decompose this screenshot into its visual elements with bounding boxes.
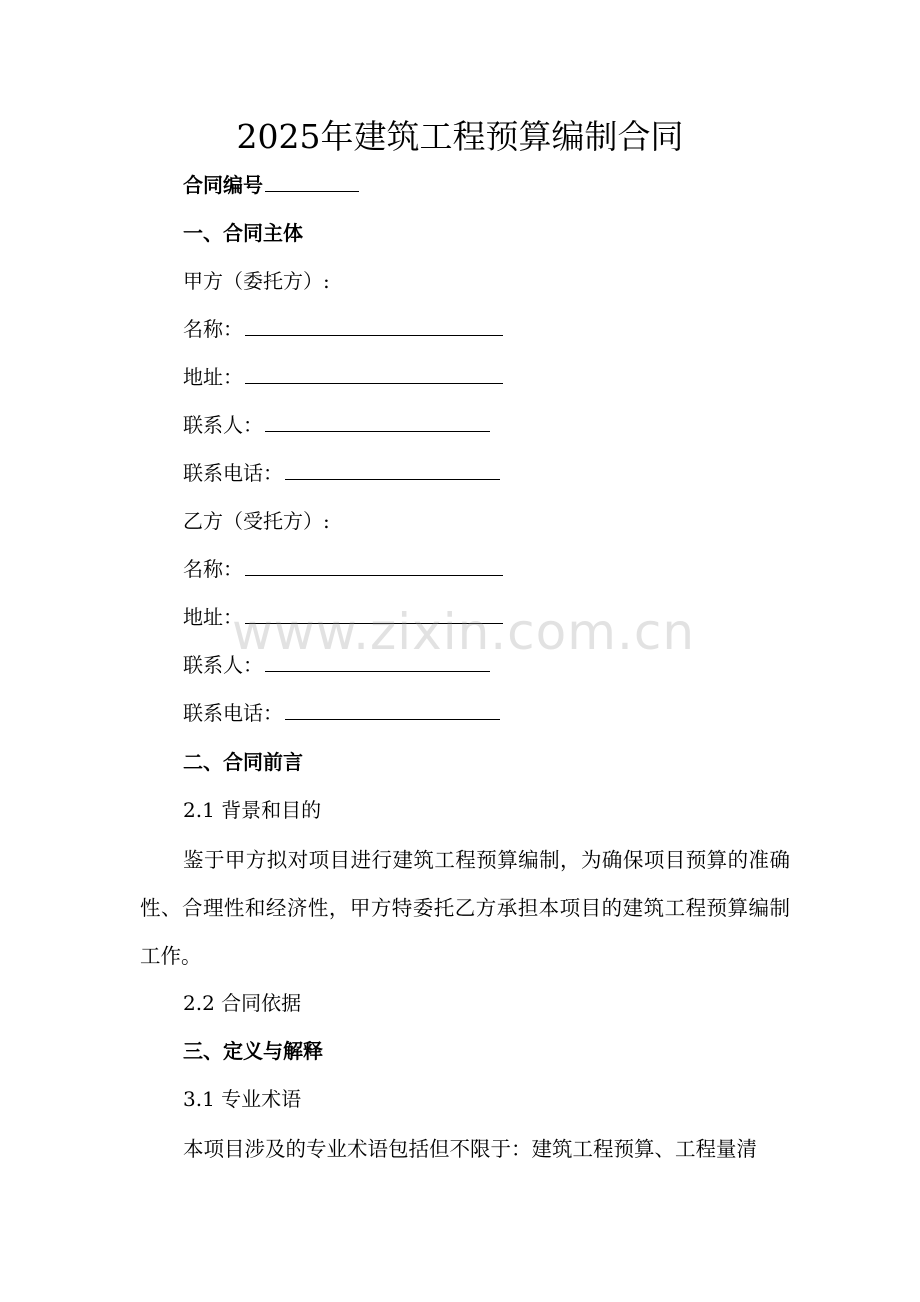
party-a-contact-line xyxy=(183,410,490,440)
party-b-phone-label: 联系电话： xyxy=(183,701,283,725)
watermark: www.zixin.com.cn xyxy=(232,603,696,661)
party-a-contact-label: 联系人： xyxy=(183,413,263,437)
party-a-address-blank xyxy=(245,363,503,384)
section2-sub2: 2.2 合同依据 xyxy=(183,991,302,1015)
party-a-name-blank xyxy=(245,315,503,336)
party-a-phone-blank xyxy=(285,459,500,480)
party-a-name-label: 名称： xyxy=(183,317,243,341)
section2-heading: 二、合同前言 xyxy=(183,750,303,774)
section2-paragraph: 鉴于甲方拟对项目进行建筑工程预算编制，为确保项目预算的准确性、合理性和经济性，甲方特委托乙方承担本项目的建筑工程预算编制工作。 xyxy=(140,848,790,968)
section1-heading: 一、合同主体 xyxy=(183,221,303,245)
contract-number-blank xyxy=(265,171,359,192)
party-a-address-line xyxy=(183,362,503,392)
section2-sub1: 2.1 背景和目的 xyxy=(183,798,322,822)
party-b-phone-line xyxy=(183,698,500,728)
section3-sub1: 3.1 专业术语 xyxy=(183,1087,302,1111)
party-a-label: 甲方（委托方）: xyxy=(183,269,330,293)
party-b-contact-label: 联系人： xyxy=(183,653,263,677)
party-b-label: 乙方（受托方）: xyxy=(183,509,330,533)
contract-number-line xyxy=(183,170,359,200)
party-b-name-line xyxy=(183,554,503,584)
section3-paragraph: 本项目涉及的专业术语包括但不限于：建筑工程预算、工程量清 xyxy=(183,1137,757,1161)
party-a-phone-label: 联系电话： xyxy=(183,461,283,485)
party-a-name-line xyxy=(183,314,503,344)
party-b-phone-blank xyxy=(285,699,500,720)
party-b-address-label: 地址： xyxy=(183,605,243,629)
document-title: 2025年建筑工程预算编制合同 xyxy=(236,117,684,156)
party-b-name-label: 名称： xyxy=(183,557,243,581)
party-a-phone-line xyxy=(183,458,500,488)
party-a-address-label: 地址： xyxy=(183,365,243,389)
contract-number-label: 合同编号 xyxy=(183,173,263,197)
party-a-contact-blank xyxy=(265,411,490,432)
party-b-name-blank xyxy=(245,555,503,576)
section3-heading: 三、定义与解释 xyxy=(183,1039,323,1063)
